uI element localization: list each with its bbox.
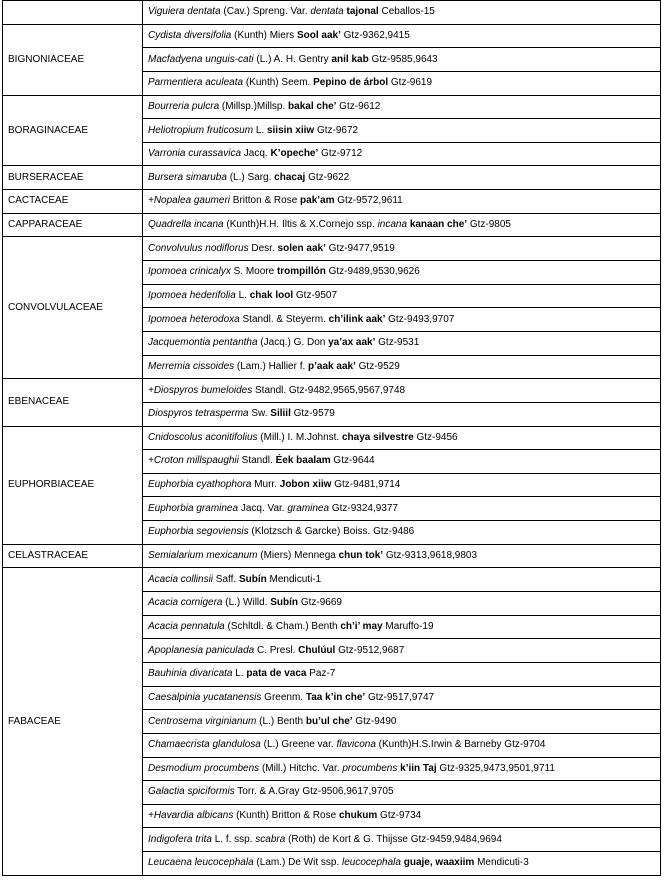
species-table (2, 0, 661, 876)
species-cell (143, 544, 661, 568)
family-cell: BIGNONIACEAE (3, 24, 143, 95)
table-row (3, 1, 661, 25)
scientific-name: Heliotropium fruticosum (148, 124, 254, 136)
species-cell (143, 48, 661, 72)
family-cell: FABACEAE (3, 568, 143, 875)
species-cell (143, 852, 661, 876)
local-name: Siliil (270, 408, 291, 420)
species-cell (143, 828, 661, 852)
author-text: L. (235, 290, 250, 301)
local-name: guaje, waaxiim (403, 857, 475, 869)
author-text: (L.) A. H. Gentry (253, 53, 332, 65)
scientific-name: Apoplanesia paniculada (148, 644, 255, 656)
scientific-name: Viguiera dentata (148, 6, 221, 18)
species-cell (143, 662, 661, 686)
scientific-name: +Diospyros bumeloides (148, 384, 253, 396)
scientific-name: Merremia cissoides (148, 360, 235, 372)
local-name: K’opeche’ (270, 148, 319, 160)
author-text: Gtz-9572,9611 (334, 195, 403, 207)
local-name: anil kab (331, 53, 369, 65)
family-cell: CAPPARACEAE (3, 213, 143, 237)
local-name: p’aak aak’ (308, 360, 356, 372)
species-cell (143, 142, 661, 166)
species-cell (143, 450, 661, 474)
author-text: Gtz-9313,9618,9803 (383, 550, 478, 562)
scientific-name: Ipomoea heterodoxa (148, 313, 240, 325)
species-cell (143, 639, 661, 663)
scientific-name: Acacia cornigera (148, 597, 223, 609)
author-text: (L.) Sarg. (226, 171, 275, 183)
author-text: Ceballos-15 (378, 6, 435, 18)
scientific-name: +Croton millspaughii (148, 455, 239, 467)
author-text: (Millsp.)Millsp. (219, 100, 289, 112)
scientific-name: Varronia curassavica (148, 148, 242, 160)
author-text: L. (253, 124, 267, 136)
local-name: Subín (238, 573, 267, 585)
species-cell (143, 213, 661, 237)
table-row (3, 426, 661, 450)
author-text: Gtz-9805 (467, 219, 511, 231)
author-text: Gtz-9669 (298, 597, 342, 609)
author-text: Paz-7 (306, 668, 336, 680)
family-cell: CACTACEAE (3, 190, 143, 214)
scientific-name: scabra (255, 833, 286, 845)
scientific-name: procumbens (342, 762, 398, 774)
author-text: S. Moore (230, 266, 277, 278)
table-row (3, 568, 661, 592)
species-cell (143, 733, 661, 757)
scientific-name: Euphorbia graminea (148, 502, 239, 514)
author-text: (Schltdl. & Cham.) Benth (224, 620, 341, 632)
scientific-name: Ipomoea hederifolia (148, 290, 236, 301)
local-name: chukum (338, 810, 378, 822)
scientific-name: Bourreria pulcra (148, 100, 220, 112)
author-text: Gtz-9585,9643 (368, 53, 438, 65)
scientific-name: Parmentiera aculeata (148, 77, 244, 89)
scientific-name: Jacquemontia pentantha (148, 337, 258, 349)
species-cell (143, 95, 661, 119)
local-name: bu’ul che’ (305, 715, 353, 727)
scientific-name: Diospyros tetrasperma (148, 408, 249, 420)
species-cell (143, 71, 661, 95)
local-name: Jobon xiiw (279, 479, 332, 491)
scientific-name: Cydista diversifolia (148, 29, 232, 41)
local-name: tajonal (346, 6, 379, 18)
author-text: Gtz-9512,9687 (335, 644, 405, 656)
table-row (3, 544, 661, 568)
species-table-body (3, 1, 661, 876)
author-text: (L.) Willd. (222, 597, 271, 609)
local-name: siisin xiiw (266, 124, 315, 136)
species-cell (143, 237, 661, 261)
table-row (3, 24, 661, 48)
local-name: k’iin Taj (400, 762, 437, 774)
local-name: chun tok’ (338, 550, 384, 562)
author-text: (Jacq.) G. Don (257, 337, 329, 349)
author-text: (Kunth) Britton & Rose (233, 810, 339, 822)
scientific-name: leucocephala (342, 857, 401, 869)
author-text: Gtz-9517,9747 (365, 691, 435, 703)
author-text: Gtz-9622 (305, 171, 350, 183)
species-cell (143, 615, 661, 639)
scientific-name: Acacia pennatula (148, 620, 225, 632)
author-text: Murr. (251, 479, 280, 491)
author-text: Standl. (238, 455, 276, 467)
author-text: L. f. ssp. (211, 833, 256, 845)
species-cell (143, 710, 661, 734)
author-text: Maruffo-19 (382, 620, 434, 632)
scientific-name: Centrosema virginianum (148, 715, 257, 727)
table-row (3, 166, 661, 190)
species-cell (143, 1, 661, 25)
scientific-name: Desmodium procumbens (148, 762, 260, 774)
author-text: Mendicuti-3 (474, 857, 529, 869)
scientific-name: Leucaena leucocephala (148, 857, 254, 869)
local-name: pak’am (300, 195, 335, 207)
local-name: chak lool (249, 290, 294, 301)
species-cell (143, 402, 661, 426)
scientific-name: Acacia collinsii (148, 573, 214, 585)
scientific-name: Cnidoscolus aconitifolius (148, 431, 258, 443)
family-cell (3, 1, 143, 25)
species-cell (143, 426, 661, 450)
author-text: Gtz-9489,9530,9626 (325, 266, 420, 278)
author-text: Gtz-9672 (314, 124, 359, 136)
local-name: bakal che’ (288, 100, 337, 112)
author-text: Jacq. (241, 148, 271, 160)
author-text: Gtz-9481,9714 (331, 479, 401, 491)
scientific-name: Macfadyena unguis-cati (148, 53, 254, 65)
species-cell (143, 686, 661, 710)
author-text: Gtz-9529 (355, 360, 400, 372)
table-row (3, 237, 661, 261)
local-name: ch’ilink aak’ (328, 313, 386, 325)
author-text: Gtz-9612 (336, 100, 381, 112)
scientific-name: Bursera simaruba (148, 171, 227, 183)
scientific-name: Quadrella incana (148, 219, 224, 231)
family-cell: EBENACEAE (3, 379, 143, 426)
author-text: Sw. (248, 408, 271, 420)
scientific-name: incana (377, 219, 408, 231)
species-cell (143, 308, 661, 332)
table-row (3, 95, 661, 119)
author-text: Desr. (248, 242, 278, 254)
author-text: Gtz-9456 (413, 431, 458, 443)
species-cell (143, 781, 661, 805)
species-cell (143, 24, 661, 48)
local-name: pata de vaca (246, 668, 307, 680)
author-text: Gtz-9644 (330, 455, 375, 467)
species-cell (143, 757, 661, 781)
author-text: (Mill.) I. M.Johnst. (257, 431, 342, 443)
author-text: (Klotzsch & Garcke) Boiss. Gtz-9486 (248, 526, 415, 538)
family-cell: EUPHORBIACEAE (3, 426, 143, 544)
local-name: Éek baalam (275, 455, 331, 467)
species-cell (143, 497, 661, 521)
author-text: Saff. (213, 573, 239, 585)
scientific-name: Bauhinia divaricata (148, 668, 233, 680)
species-cell (143, 592, 661, 616)
author-text: Standl. & Steyerm. (239, 313, 329, 325)
author-text: Gtz-9324,9377 (329, 502, 398, 514)
author-text: Torr. & A.Gray Gtz-9506,9617,9705 (234, 786, 394, 798)
scientific-name: Caesalpinia yucatanensis (148, 691, 262, 703)
author-text: (Miers) Mennega (257, 550, 339, 562)
species-cell (143, 166, 661, 190)
author-text: (L.) Greene var. (260, 739, 337, 751)
scientific-name: flavicona (336, 739, 376, 751)
species-cell (143, 284, 661, 308)
local-name: chaya silvestre (341, 431, 414, 443)
species-cell (143, 379, 661, 403)
author-text: (Lam.) Hallier f. (234, 360, 309, 372)
scientific-name: Chamaecrista glandulosa (148, 739, 261, 751)
author-text: (Cav.) Spreng. Var. (220, 6, 311, 18)
local-name: Taa k’in che’ (305, 691, 366, 703)
species-cell (143, 473, 661, 497)
author-text: Gtz-9579 (290, 408, 335, 420)
species-cell (143, 568, 661, 592)
author-text: Gtz-9619 (388, 77, 433, 89)
author-text: (Roth) de Kort & G. Thijsse Gtz-9459,9484,9694 (285, 833, 502, 845)
local-name: Sool aak’ (296, 29, 341, 41)
scientific-name: graminea (287, 502, 330, 514)
author-text: Gtz-9477,9519 (325, 242, 395, 254)
author-text: Gtz-9490 (352, 715, 397, 727)
local-name: Pepino de árbol (313, 77, 389, 89)
author-text: (Kunth)H.H. Iltis & X.Cornejo ssp. (223, 219, 378, 231)
author-text: (L.) Benth (256, 715, 306, 727)
scientific-name: Galactia spiciformis (148, 786, 235, 798)
author-text: L. (232, 668, 247, 680)
scientific-name: Euphorbia cyathophora (148, 479, 252, 491)
table-row (3, 190, 661, 214)
author-text: Mendicuti-1 (266, 573, 322, 585)
local-name: chacaj (274, 171, 306, 183)
local-name: ya’ax aak’ (328, 337, 376, 349)
author-text: Britton & Rose (230, 195, 301, 207)
author-text: Gtz-9734 (377, 810, 422, 822)
author-text: Gtz-9507 (293, 290, 338, 301)
species-cell (143, 804, 661, 828)
author-text: (Lam.) De Wit ssp. (253, 857, 343, 869)
local-name: Chulúul (298, 644, 336, 656)
author-text: Gtz-9493,9707 (385, 313, 455, 325)
family-cell: CONVOLVULACEAE (3, 237, 143, 379)
local-name: solen aak’ (277, 242, 326, 254)
author-text: (Kunth)H.S.Irwin & Barneby Gtz-9704 (375, 739, 546, 751)
local-name: Subín (270, 597, 299, 609)
author-text: Gtz-9362,9415 (340, 29, 410, 41)
scientific-name: Convolvulus nodiflorus (148, 242, 249, 254)
author-text: Standl. Gtz-9482,9565,9567,9748 (252, 384, 406, 396)
species-cell (143, 331, 661, 355)
species-cell (143, 521, 661, 545)
author-text: Gtz-9325,9473,9501,9711 (436, 762, 555, 774)
author-text: C. Presl. (254, 644, 299, 656)
family-cell: BORAGINACEAE (3, 95, 143, 166)
scientific-name: Indigofera trita (148, 833, 212, 845)
scientific-name: +Havardia albicans (148, 810, 234, 822)
species-cell (143, 261, 661, 285)
species-cell (143, 355, 661, 379)
scientific-name: Semialarium mexicanum (148, 550, 258, 562)
table-row (3, 213, 661, 237)
scientific-name: +Nopalea gaumeri (148, 195, 230, 207)
author-text: (Kunth) Seem. (243, 77, 314, 89)
author-text: (Mill.) Hitchc. Var. (259, 762, 343, 774)
scientific-name: Euphorbia segoviensis (148, 526, 249, 538)
local-name: kanaan che’ (409, 219, 468, 231)
author-text: Gtz-9531 (375, 337, 420, 349)
local-name: trompillón (276, 266, 326, 278)
species-cell (143, 119, 661, 143)
family-cell: CELASTRACEAE (3, 544, 143, 568)
table-row (3, 379, 661, 403)
author-text: Gtz-9712 (318, 148, 363, 160)
species-cell (143, 190, 661, 214)
family-cell: BURSERACEAE (3, 166, 143, 190)
scientific-name: Ipomoea crinicalyx (148, 266, 231, 278)
local-name: ch’i’ may (340, 620, 383, 632)
author-text: Jacq. Var. (238, 502, 288, 514)
scientific-name: dentata (310, 6, 344, 18)
author-text: Greenm. (261, 691, 306, 703)
author-text: (Kunth) Miers (231, 29, 297, 41)
